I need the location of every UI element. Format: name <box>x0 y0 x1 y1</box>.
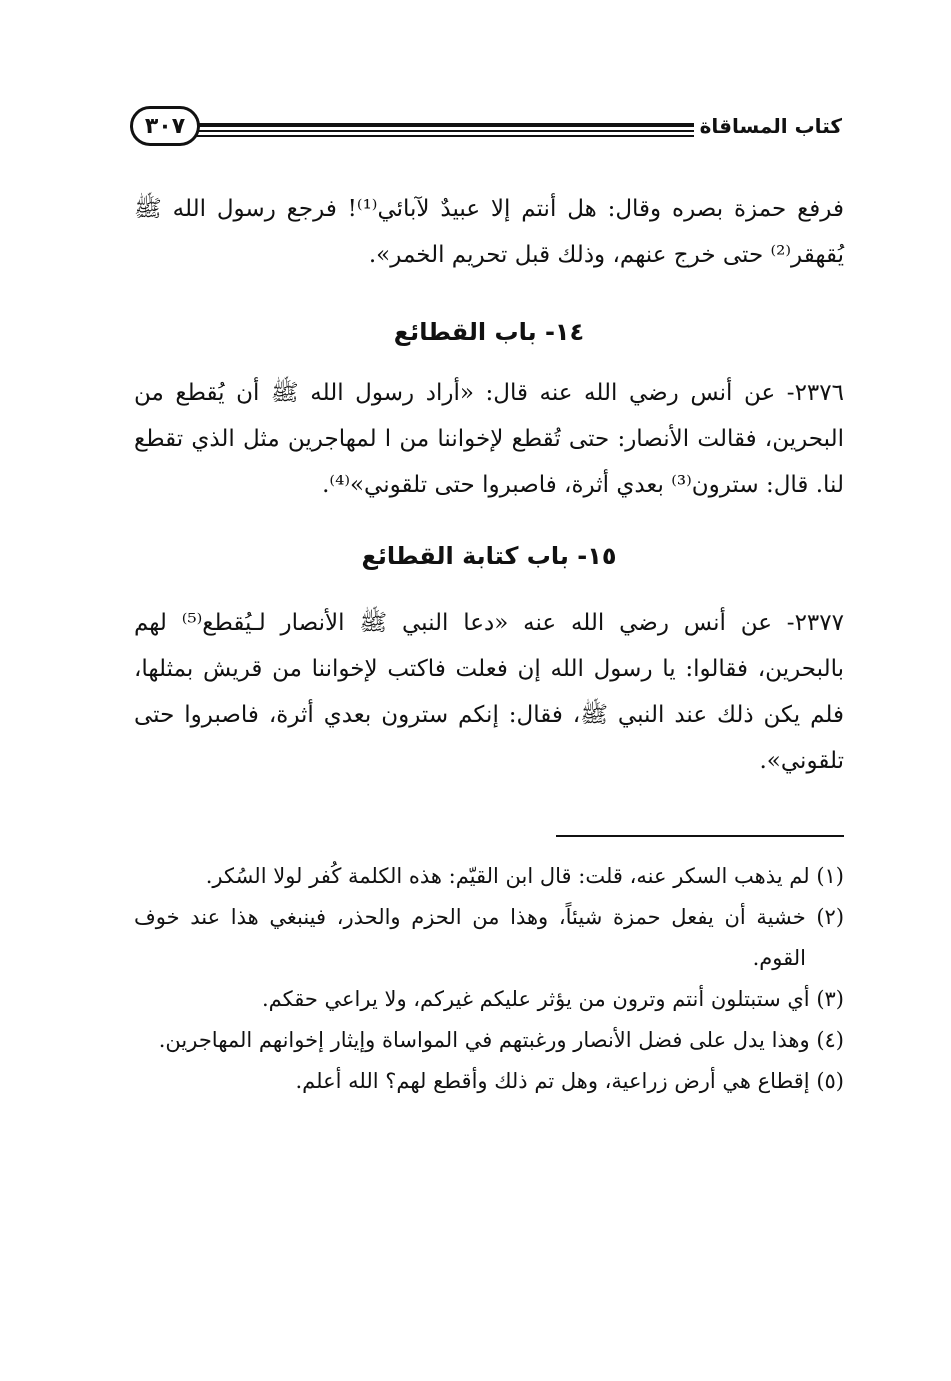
footnote: (٢) خشية أن يفعل حمزة شيئاً، وهذا من الحزم والحذر، فينبغي هذا عند خوف القوم. <box>134 905 845 970</box>
paragraph-continuation: فرفع حمزة بصره وقال: هل أنتم إلا عبيدٌ لآبائي⁽¹⁾! فرجع رسول الله ﷺ يُقهقر⁽²⁾ حتى خرج عنهم، وذلك قبل تحريم الخمر». <box>134 196 844 268</box>
book-title: كتاب المساقاة <box>699 114 842 138</box>
footnote: (٤) وهذا يدل على فضل الأنصار ورغبتهم في المواساة وإيثار إخوانهم المهاجرين. <box>158 1028 844 1052</box>
footnote: (١) لم يذهب السكر عنه، قلت: قال ابن القيّم: هذه الكلمة كُفر لولا السُكر. <box>205 864 844 888</box>
header-rule <box>194 130 694 132</box>
hadith-paragraph: ٢٣٧٧- عن أنس رضي الله عنه «دعا النبي ﷺ الأنصار لـيُقطع⁽⁵⁾ لهم بالبحرين، فقالوا: يا رسول الله إن فعلت فاكتب لإخواننا من قريش بمثلها، فلم يكن ذلك عند النبي ﷺ، فقال: إنكم سترون بعدي أثرة، فاصبروا حتى تلقوني». <box>134 610 844 774</box>
footnote: (٣) أي ستبتلون أنتم وترون من يؤثر عليكم غيركم، ولا يراعي حقكم. <box>261 987 844 1011</box>
footnote-divider <box>556 835 844 837</box>
page-number-badge <box>130 106 200 146</box>
footnote: (٥) إقطاع هي أرض زراعية، وهل تم ذلك وأقطع لهم؟ الله أعلم. <box>295 1069 844 1093</box>
footnotes <box>134 856 844 1102</box>
header-rule <box>194 123 694 127</box>
page-header <box>130 100 842 164</box>
chapter-heading: ١٤- باب القطائع <box>393 318 585 346</box>
header-rule <box>194 135 694 137</box>
page-number: ٣٠٧ <box>144 113 186 139</box>
hadith-paragraph: ٢٣٧٦- عن أنس رضي الله عنه قال: «أراد رسول الله ﷺ أن يُقطع من البحرين، فقالت الأنصار: حتى تُقطع لإخواننا من ا لمهاجرين مثل الذي تقطع لنا. قال: سترون⁽³⁾ بعدي أثرة، فاصبروا حتى تلقوني»⁽⁴⁾. <box>134 380 844 498</box>
chapter-heading: ١٥- باب كتابة القطائع <box>361 542 617 570</box>
